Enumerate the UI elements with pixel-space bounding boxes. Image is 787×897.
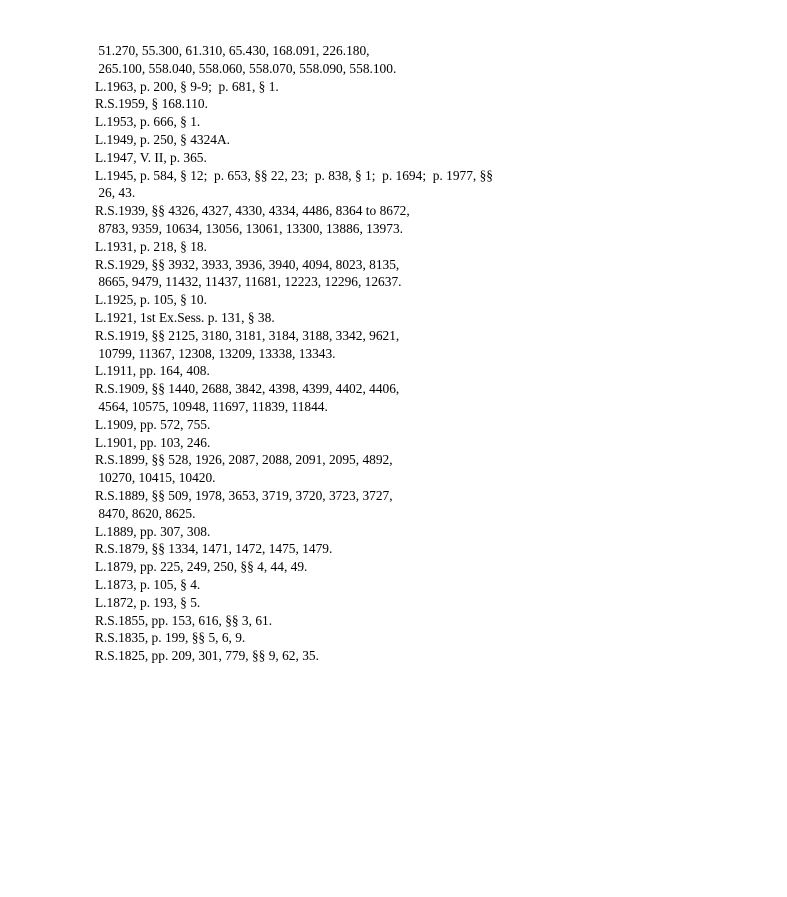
history-line: 8783, 9359, 10634, 13056, 13061, 13300, 13886, 13973. [95, 220, 403, 236]
history-line: 8665, 9479, 11432, 11437, 11681, 12223, 12296, 12637. [95, 274, 402, 290]
history-line: 10799, 11367, 12308, 13209, 13338, 13343. [95, 345, 336, 361]
history-line: L.1921, 1st Ex.Sess. p. 131, § 38. [95, 309, 275, 325]
history-line: L.1873, p. 105, § 4. [95, 576, 201, 592]
history-line: L.1931, p. 218, § 18. [95, 238, 207, 254]
legislative-history-list [95, 42, 493, 665]
history-line: R.S.1855, pp. 153, 616, §§ 3, 61. [95, 612, 273, 628]
history-line: R.S.1929, §§ 3932, 3933, 3936, 3940, 4094, 8023, 8135, [95, 256, 400, 272]
history-line: L.1911, pp. 164, 408. [95, 363, 210, 379]
history-line: R.S.1939, §§ 4326, 4327, 4330, 4334, 4486, 8364 to 8672, [95, 203, 410, 219]
history-line: 265.100, 558.040, 558.060, 558.070, 558.090, 558.100. [95, 60, 397, 76]
history-line: L.1901, pp. 103, 246. [95, 434, 211, 450]
history-line: R.S.1825, pp. 209, 301, 779, §§ 9, 62, 35. [95, 648, 319, 664]
history-line: L.1963, p. 200, § 9-9; p. 681, § 1. [95, 78, 279, 94]
history-line: R.S.1919, §§ 2125, 3180, 3181, 3184, 3188, 3342, 9621, [95, 327, 400, 343]
history-line: R.S.1959, § 168.110. [95, 96, 208, 112]
history-line: L.1947, V. II, p. 365. [95, 149, 207, 165]
history-line: L.1949, p. 250, § 4324A. [95, 131, 231, 147]
history-line: 8470, 8620, 8625. [95, 505, 196, 521]
history-line: L.1879, pp. 225, 249, 250, §§ 4, 44, 49. [95, 559, 308, 575]
history-line: L.1953, p. 666, § 1. [95, 114, 201, 130]
history-line: L.1889, pp. 307, 308. [95, 523, 211, 539]
history-line: R.S.1909, §§ 1440, 2688, 3842, 4398, 4399, 4402, 4406, [95, 381, 400, 397]
history-line: L.1945, p. 584, § 12; p. 653, §§ 22, 23; p. 838, § 1; p. 1694; p. 1977, §§ [95, 167, 493, 183]
history-line: 51.270, 55.300, 61.310, 65.430, 168.091, 226.180, [95, 43, 370, 58]
history-line: R.S.1879, §§ 1334, 1471, 1472, 1475, 1479. [95, 541, 333, 557]
history-line: R.S.1889, §§ 509, 1978, 3653, 3719, 3720, 3723, 3727, [95, 487, 393, 503]
history-line: L.1925, p. 105, § 10. [95, 292, 207, 308]
history-line: R.S.1835, p. 199, §§ 5, 6, 9. [95, 630, 246, 646]
history-line: 10270, 10415, 10420. [95, 470, 216, 486]
history-line: 4564, 10575, 10948, 11697, 11839, 11844. [95, 398, 328, 414]
history-line: 26, 43. [95, 185, 136, 201]
history-line: L.1872, p. 193, § 5. [95, 594, 201, 610]
history-line: L.1909, pp. 572, 755. [95, 416, 211, 432]
history-line: R.S.1899, §§ 528, 1926, 2087, 2088, 2091, 2095, 4892, [95, 452, 393, 468]
